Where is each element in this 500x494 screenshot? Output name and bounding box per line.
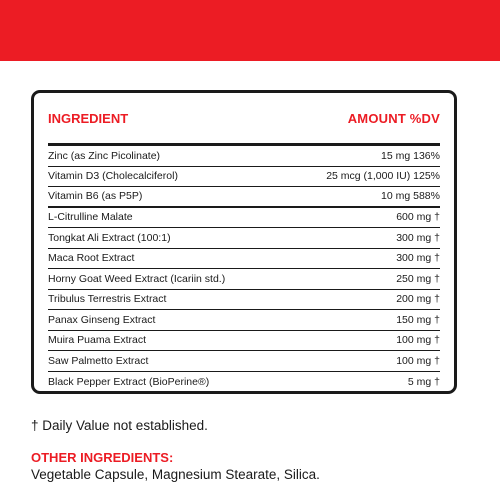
table-header <box>48 93 440 146</box>
ingredient-row <box>48 351 440 372</box>
ingredient-amount: 300 mg † <box>396 231 440 244</box>
ingredient-name: Panax Ginseng Extract <box>48 313 156 326</box>
ingredient-row <box>48 228 440 249</box>
ingredient-name: Muira Puama Extract <box>48 334 147 347</box>
ingredient-row <box>48 290 440 311</box>
top-color-band <box>0 0 500 61</box>
ingredient-row <box>48 331 440 352</box>
ingredient-amount: 200 mg † <box>396 293 440 306</box>
ingredient-amount: 150 mg † <box>396 313 440 326</box>
ingredient-amount: 5 mg † <box>407 375 440 388</box>
ingredient-name: Vitamin B6 (as P5P) <box>48 190 143 203</box>
ingredient-amount: 250 mg † <box>396 272 440 285</box>
amount-dv-column-header: AMOUNT %DV <box>347 110 440 126</box>
ingredient-name: Black Pepper Extract (BioPerine®) <box>48 375 210 388</box>
ingredient-amount: 300 mg † <box>396 252 440 265</box>
ingredient-amount: 100 mg † <box>396 354 440 367</box>
other-ingredients-text: Vegetable Capsule, Magnesium Stearate, Silica. <box>31 467 320 482</box>
ingredient-row <box>48 208 440 229</box>
ingredient-row <box>48 146 440 167</box>
ingredient-amount: 15 mg 136% <box>381 149 440 162</box>
other-ingredients-title: OTHER INGREDIENTS: <box>31 450 174 465</box>
ingredient-name: Horny Goat Weed Extract (Icariin std.) <box>48 272 226 285</box>
ingredient-amount: 10 mg 588% <box>381 190 440 203</box>
ingredient-name: L-Citrulline Malate <box>48 211 133 224</box>
ingredient-name: Tribulus Terrestris Extract <box>48 293 167 306</box>
ingredient-row <box>48 372 440 393</box>
ingredient-row <box>48 249 440 270</box>
ingredient-name: Vitamin D3 (Cholecalciferol) <box>48 170 178 183</box>
daily-value-footnote: † Daily Value not established. <box>31 418 208 433</box>
ingredient-name: Saw Palmetto Extract <box>48 354 149 367</box>
ingredient-amount: 100 mg † <box>396 334 440 347</box>
ingredient-column-header: INGREDIENT <box>48 110 129 126</box>
ingredient-row <box>48 269 440 290</box>
ingredient-amount: 25 mcg (1,000 IU) 125% <box>326 170 440 183</box>
ingredient-name: Zinc (as Zinc Picolinate) <box>48 149 161 162</box>
ingredient-row <box>48 310 440 331</box>
ingredient-row <box>48 167 440 188</box>
ingredient-amount: 600 mg † <box>396 211 440 224</box>
ingredient-name: Tongkat Ali Extract (100:1) <box>48 231 171 244</box>
supplement-facts-panel <box>31 90 457 394</box>
ingredient-name: Maca Root Extract <box>48 252 135 265</box>
ingredient-row <box>48 187 440 208</box>
